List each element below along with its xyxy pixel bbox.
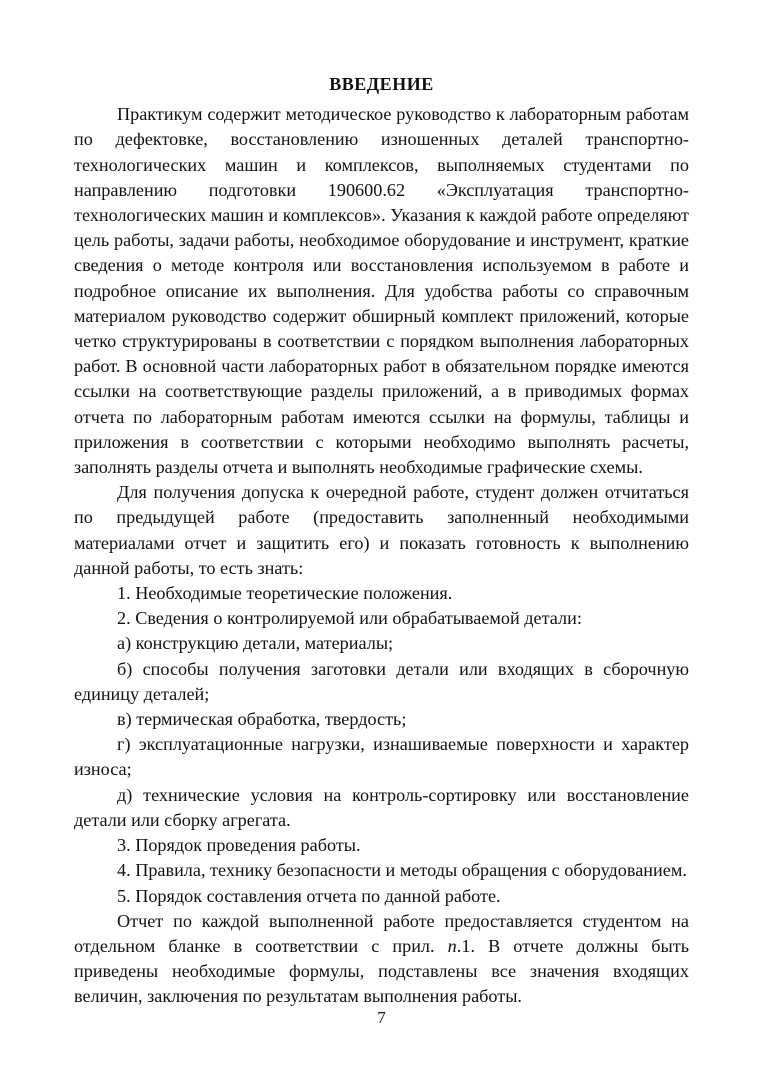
paragraph-report [74,909,689,1010]
list-item-2c: в) термическая обработка, твердость; [117,709,407,730]
list-item-2: 2. Сведения о контролируемой или обрабатываемой детали: [117,608,582,629]
page-number: 7 [377,1008,386,1027]
list-item-5: 5. Порядок составления отчета по данной работе. [117,885,501,906]
report-text-end: .1. В отчете должны быть приведены необходимые формулы, подставлены все значения входящих величин, заключения по результатам выполнения работы. [74,935,689,1007]
paragraph-intro: Практикум содержит методическое руководство к лабораторным работам по дефектовке, восстановлению изношенных деталей транспортно-технологических машин и комплексов, выполняемых студентами по направлению подготовки 190600.62 «Эксплуатация транспортно-технологических машин и комплексов». Указания к каждой работе определяют цель работы, задачи работы, необходимое оборудование и инструмент, краткие сведения о методе контроля или восстановления используемом в работе и подробное описание их выполнения. Для удобства работы со справочным материалом руководство содержит обширный комплект приложений, которые четко структурированы в соответствии с порядком выполнения лабораторных работ. В основной части лабораторных работ в обязательном порядке имеются ссылки на соответствующие разделы приложений, а в приводимых формах отчета по лабораторным работам имеются ссылки на формулы, таблицы и приложения в соответствии с которыми необходимо выполнять расчеты, заполнять разделы отчета и выполнять необходимые графические схемы. [74,104,689,478]
report-text-start: Отчет по каждой выполненной работе предоставляется студентом на отдельном бланке в соответствии с прил. [74,910,689,956]
list-item-2e: д) технические условия на контроль-сортировку или восстановление детали или сборку агрегата. [74,784,689,830]
list-item-2a: а) конструкцию детали, материалы; [117,633,394,654]
page-title: ВВЕДЕНИЕ [329,74,434,94]
paragraph-admission: Для получения допуска к очередной работе, студент должен отчитаться по предыдущей работе (предоставить заполненный необходимыми материалами отчет и защитить его) и показать готовность к выполнению данной работы, то есть знать: [74,482,689,578]
list-item-2d: г) эксплуатационные нагрузки, изнашиваемые поверхности и характер износа; [74,734,689,780]
list-item-1: 1. Необходимые теоретические положения. [117,583,453,604]
appendix-ref: п [447,935,457,956]
list-item-3: 3. Порядок проведения работы. [117,835,361,856]
list-item-2b: б) способы получения заготовки детали или входящих в сборочную единицу деталей; [74,658,689,704]
list-item-4: 4. Правила, технику безопасности и методы обращения с оборудованием. [117,860,687,881]
